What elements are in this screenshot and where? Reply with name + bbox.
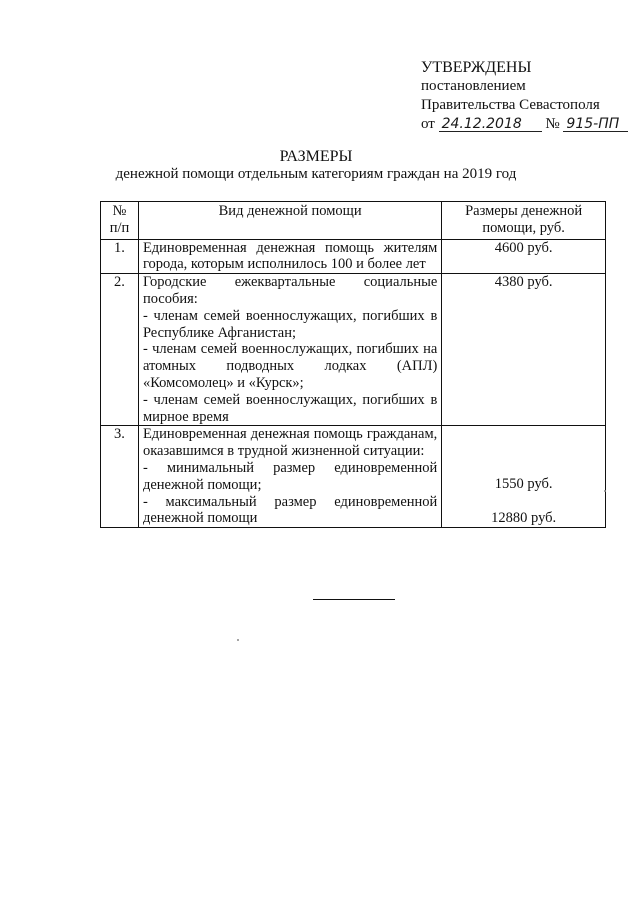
document-title: РАЗМЕРЫ	[279, 148, 353, 165]
header-amount-line1: Размеры денежной	[465, 203, 583, 219]
row-description	[138, 274, 441, 426]
row-amount	[442, 239, 606, 274]
table-row	[101, 239, 606, 274]
description-line: - минимальный размер единовременной денежной помощи;	[142, 459, 438, 493]
amount-value-max: 12880 руб.	[491, 510, 557, 527]
header-amount	[442, 202, 606, 240]
header-num-line1: №	[112, 203, 127, 219]
number-prefix: №	[545, 116, 560, 132]
row-number: 3.	[101, 426, 139, 528]
description-line: Единовременная денежная помощь гражданам, оказавшимся в трудной жизненной ситуации:	[142, 426, 438, 460]
row-description	[138, 239, 441, 274]
amount-value-min: 1550 руб.	[494, 476, 553, 493]
end-separator-line	[313, 599, 395, 600]
approval-stamp	[421, 58, 626, 134]
amount-value: 4380 руб.	[494, 274, 553, 291]
row-description	[138, 426, 441, 528]
description-line: - членам семей военнослужащих, погибших в мирное время	[142, 391, 438, 425]
document-subtitle: денежной помощи отдельным категориям граждан на 2019 год	[115, 166, 517, 182]
amount-value: 4600 руб.	[494, 239, 553, 256]
description-line: - членам семей военнослужащих, погибших на атомных подводных лодках (АПЛ) «Комсомолец» и «Курск»;	[142, 341, 438, 391]
approval-date-line	[421, 115, 626, 134]
approval-line-government: Правительства Севастополя	[421, 97, 600, 113]
table-row	[101, 274, 606, 426]
description-line: Единовременная денежная помощь жителям города, которым исполнилось 100 и более лет	[142, 239, 438, 273]
header-num-line2: п/п	[109, 219, 130, 236]
row-number: 1.	[101, 239, 139, 274]
handwritten-date: 24.12.2018	[439, 117, 542, 132]
description-line: Городские ежеквартальные социальные пособия:	[142, 274, 438, 307]
amount-spacer	[446, 493, 601, 510]
header-type: Вид денежной помощи	[138, 202, 441, 240]
description-line: - членам семей военнослужащих, погибших в Республике Афганистан;	[142, 307, 438, 341]
table-header-row	[101, 202, 606, 240]
header-amount-line2: помощи, руб.	[482, 219, 565, 236]
scan-speck	[237, 639, 239, 641]
scan-speck	[604, 490, 606, 492]
row-number: 2.	[101, 274, 139, 426]
description-line: - максимальный размер единовременной денежной помощи	[142, 493, 438, 527]
row-amount	[442, 274, 606, 426]
handwritten-number: 915-ПП	[563, 117, 628, 132]
table-row	[101, 426, 606, 528]
amount-spacer	[446, 426, 601, 476]
approval-title: УТВЕРЖДЕНЫ	[421, 59, 532, 76]
approval-line-resolution: постановлением	[421, 78, 526, 94]
row-amount	[442, 426, 606, 528]
date-prefix: от	[421, 116, 435, 132]
header-num	[101, 202, 139, 240]
benefits-table	[100, 201, 606, 528]
